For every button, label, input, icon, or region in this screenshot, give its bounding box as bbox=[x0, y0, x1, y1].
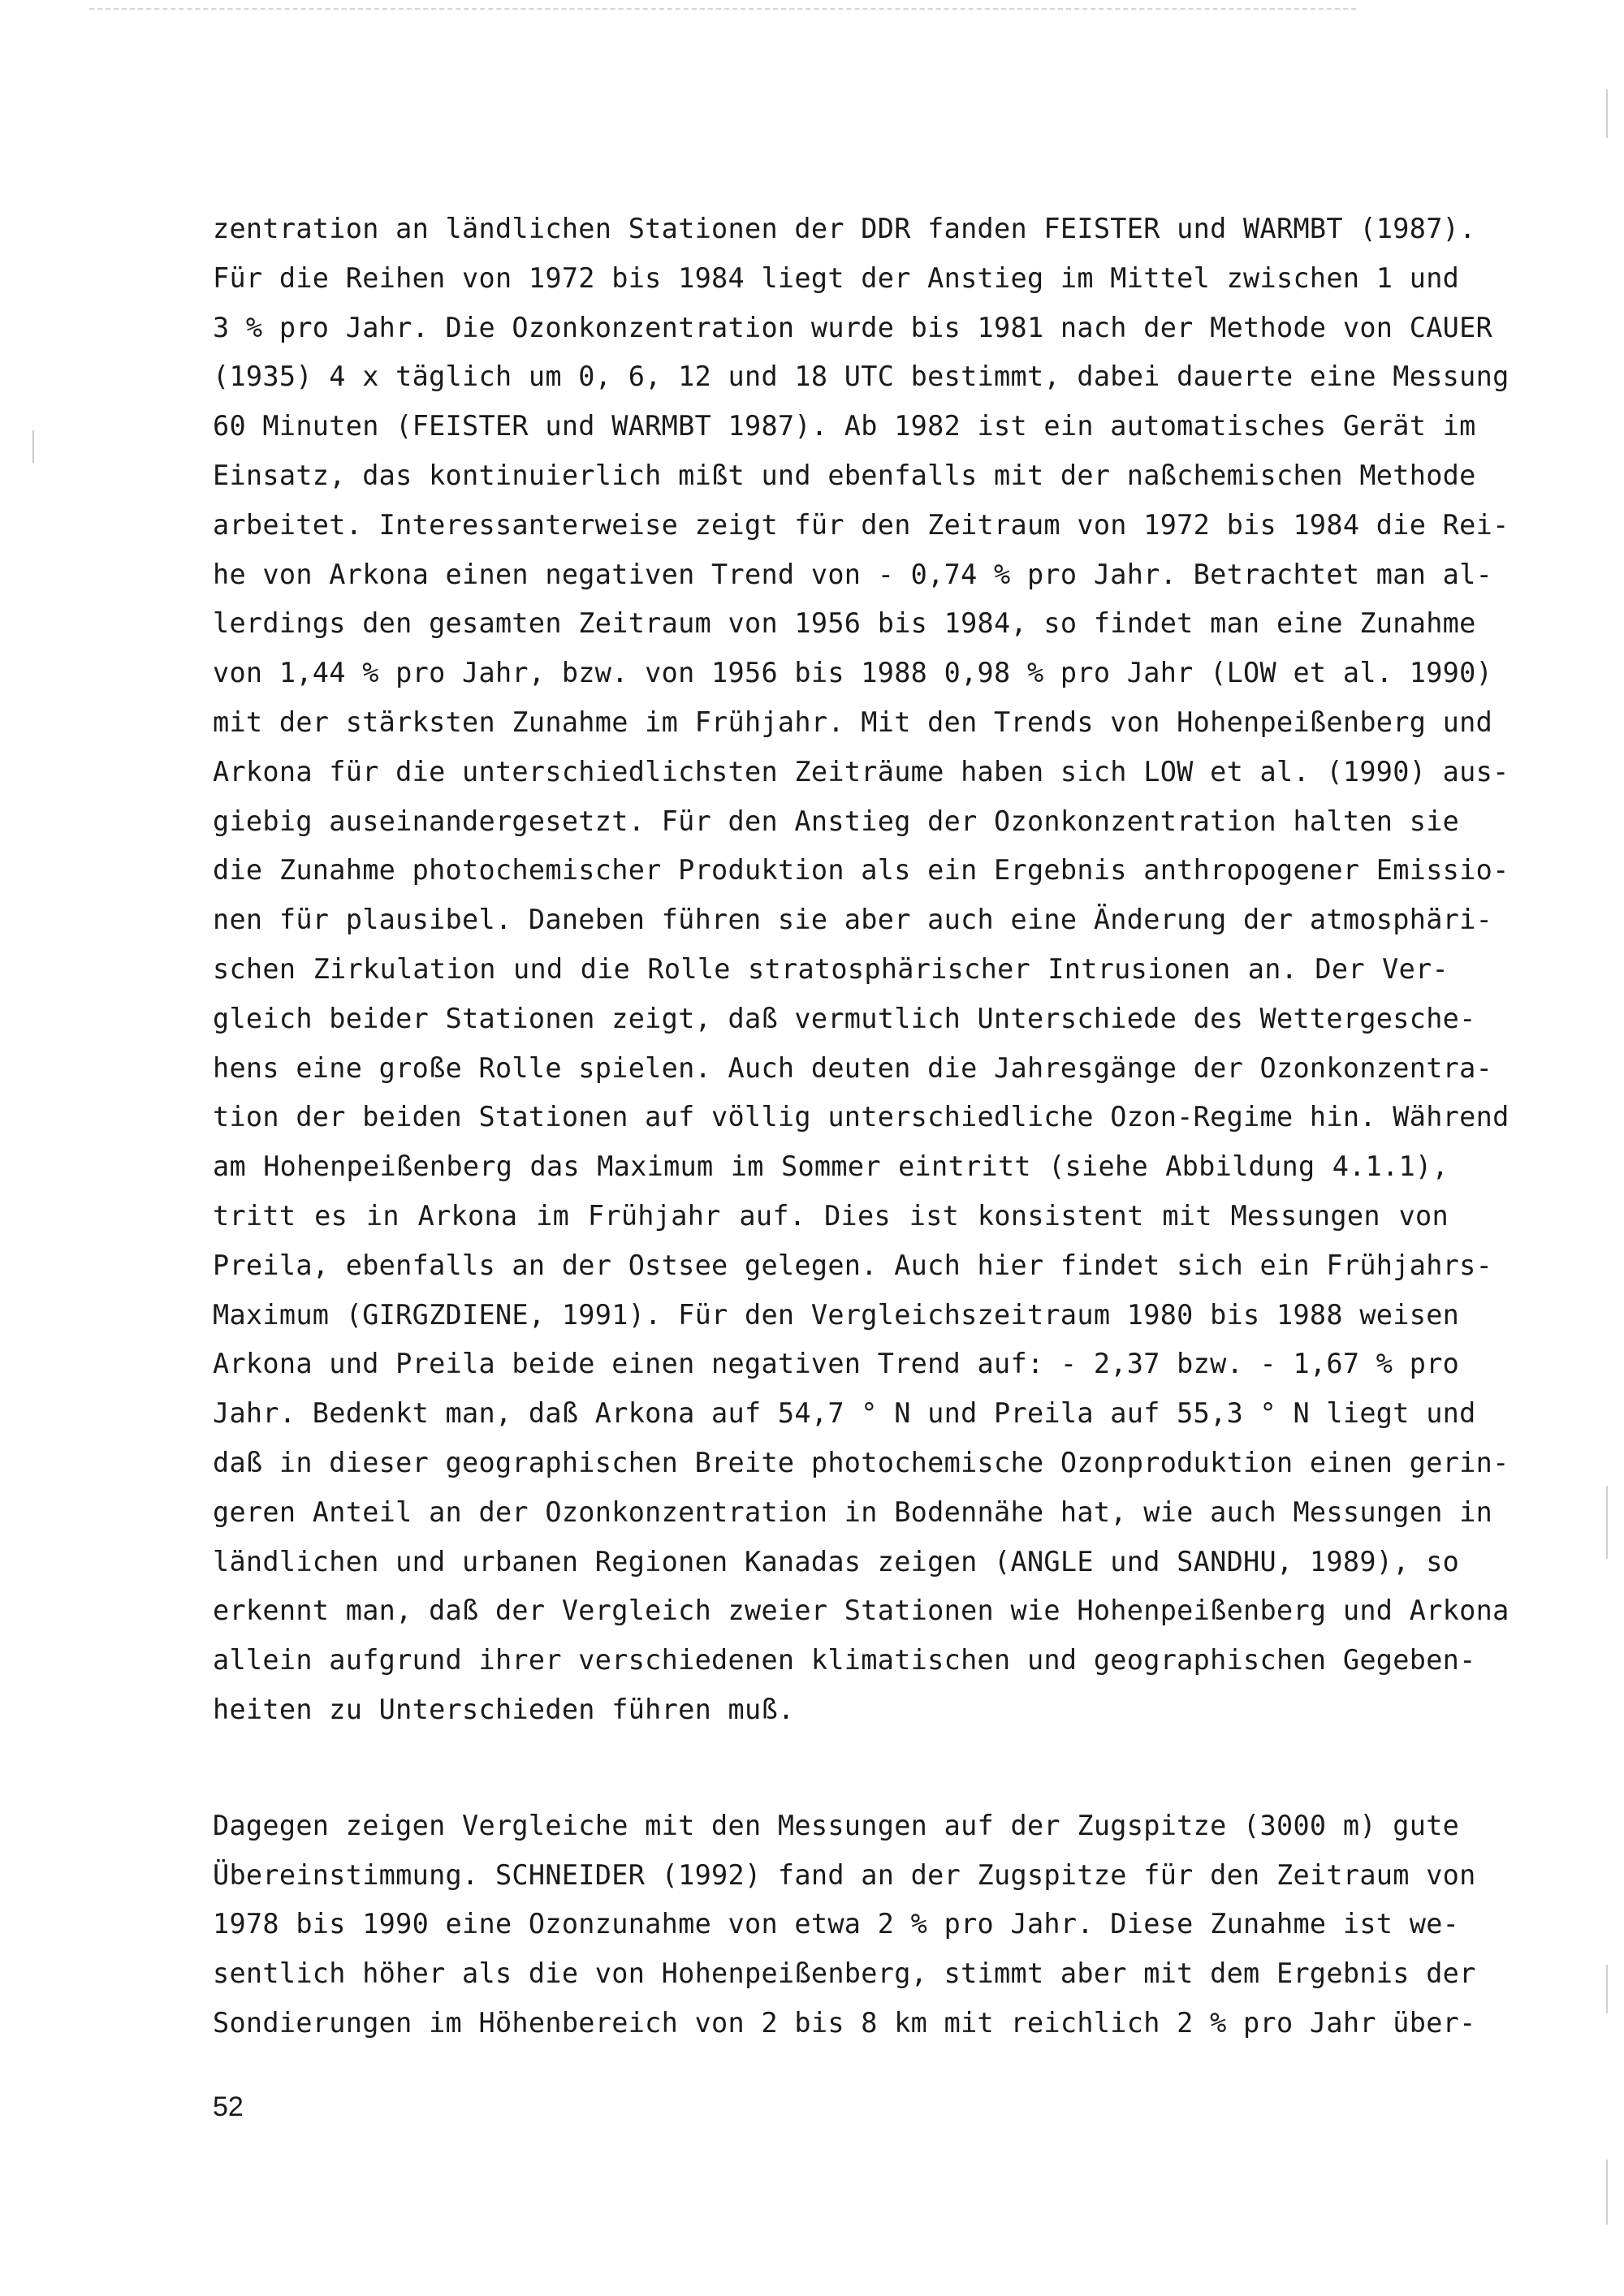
text-line: arbeitet. Interessanterweise zeigt für den Zeitraum von 1972 bis 1984 die Rei- bbox=[213, 508, 1510, 541]
text-line: Einsatz, das kontinuierlich mißt und ebenfalls mit der naßchemischen Methode bbox=[213, 459, 1476, 491]
text-line: Übereinstimmung. SCHNEIDER (1992) fand an der Zugspitze für den Zeitraum von bbox=[213, 1858, 1476, 1891]
text-line: 1978 bis 1990 eine Ozonzunahme von etwa 2 % pro Jahr. Diese Zunahme ist we- bbox=[213, 1908, 1460, 1940]
paragraph-spacer bbox=[213, 1735, 1449, 1802]
text-line: giebig auseinandergesetzt. Für den Anstieg der Ozonkonzentration halten sie bbox=[213, 805, 1460, 837]
text-line: tion der beiden Stationen auf völlig unterschiedliche Ozon-Regime hin. Während bbox=[213, 1101, 1510, 1133]
text-line: heiten zu Unterschieden führen muß. bbox=[213, 1693, 795, 1725]
text-line: erkennt man, daß der Vergleich zweier Stationen wie Hohenpeißenberg und Arkona bbox=[213, 1595, 1510, 1627]
text-line: Arkona und Preila beide einen negativen Trend auf: - 2,37 bzw. - 1,67 % pro bbox=[213, 1348, 1460, 1380]
text-line: hens eine große Rolle spielen. Auch deuten die Jahresgänge der Ozonkonzentra- bbox=[213, 1051, 1493, 1084]
text-line: allein aufgrund ihrer verschiedenen klimatischen und geographischen Gegeben- bbox=[213, 1644, 1476, 1677]
text-line: (1935) 4 x täglich um 0, 6, 12 und 18 UTC bestimmt, dabei dauerte eine Messung bbox=[213, 360, 1510, 393]
scan-margin-mark bbox=[32, 430, 34, 463]
text-line: zentration an ländlichen Stationen der DDR fanden FEISTER und WARMBT (1987). bbox=[213, 213, 1476, 244]
scan-top-edge bbox=[89, 8, 1356, 10]
text-line: nen für plausibel. Daneben führen sie aber auch eine Änderung der atmosphäri- bbox=[213, 904, 1493, 936]
text-line: gleich beider Stationen zeigt, daß vermutlich Unterschiede des Wettergesche- bbox=[213, 1002, 1476, 1034]
page-body bbox=[213, 205, 1510, 2048]
text-line: 60 Minuten (FEISTER und WARMBT 1987). Ab 1982 ist ein automatisches Gerät im bbox=[213, 410, 1476, 442]
scan-edge-mark bbox=[1606, 1965, 1608, 2013]
text-line: Preila, ebenfalls an der Ostsee gelegen. Auch hier findet sich ein Frühjahrs- bbox=[213, 1249, 1493, 1281]
text-line: 3 % pro Jahr. Die Ozonkonzentration wurde bis 1981 nach der Methode von CAUER bbox=[213, 311, 1493, 343]
text-line: Dagegen zeigen Vergleiche mit den Messungen auf der Zugspitze (3000 m) gute bbox=[213, 1809, 1460, 1841]
page-number: 52 bbox=[213, 2091, 244, 2122]
text-line: Sondierungen im Höhenbereich von 2 bis 8 km mit reichlich 2 % pro Jahr über- bbox=[213, 2006, 1476, 2039]
text-line: mit der stärksten Zunahme im Frühjahr. Mit den Trends von Hohenpeißenberg und bbox=[213, 706, 1493, 738]
text-line: geren Anteil an der Ozonkonzentration in Bodennähe hat, wie auch Messungen in bbox=[213, 1495, 1493, 1528]
text-line: he von Arkona einen negativen Trend von - 0,74 % pro Jahr. Betrachtet man al- bbox=[213, 558, 1493, 590]
text-line: die Zunahme photochemischer Produktion als ein Ergebnis anthropogener Emissio- bbox=[213, 854, 1510, 887]
scan-edge-mark bbox=[1606, 89, 1608, 138]
scan-edge-mark bbox=[1606, 2160, 1608, 2225]
text-line: sentlich höher als die von Hohenpeißenberg, stimmt aber mit dem Ergebnis der bbox=[213, 1957, 1476, 1990]
text-line: lerdings den gesamten Zeitraum von 1956 bis 1984, so findet man eine Zunahme bbox=[213, 607, 1476, 640]
paragraph-2 bbox=[213, 1802, 1476, 2048]
text-line: am Hohenpeißenberg das Maximum im Sommer eintritt (siehe Abbildung 4.1.1), bbox=[213, 1150, 1449, 1183]
scan-edge-mark bbox=[1606, 1486, 1608, 1559]
text-line: schen Zirkulation und die Rolle stratosphärischer Intrusionen an. Der Ver- bbox=[213, 952, 1449, 985]
text-line: daß in dieser geographischen Breite photochemische Ozonproduktion einen gerin- bbox=[213, 1446, 1510, 1478]
paragraph-1 bbox=[213, 205, 1510, 1735]
text-line: von 1,44 % pro Jahr, bzw. von 1956 bis 1988 0,98 % pro Jahr (LOW et al. 1990) bbox=[213, 657, 1493, 689]
text-line: ländlichen und urbanen Regionen Kanadas zeigen (ANGLE und SANDHU, 1989), so bbox=[213, 1545, 1460, 1577]
text-line: Arkona für die unterschiedlichsten Zeiträume haben sich LOW et al. (1990) aus- bbox=[213, 755, 1510, 788]
text-line: Für die Reihen von 1972 bis 1984 liegt der Anstieg im Mittel zwischen 1 und bbox=[213, 261, 1460, 294]
text-line: Jahr. Bedenkt man, daß Arkona auf 54,7 ° N und Preila auf 55,3 ° N liegt und bbox=[213, 1397, 1476, 1430]
text-line: Maximum (GIRGZDIENE, 1991). Für den Vergleichszeitraum 1980 bis 1988 weisen bbox=[213, 1298, 1460, 1331]
text-line: tritt es in Arkona im Frühjahr auf. Dies ist konsistent mit Messungen von bbox=[213, 1199, 1449, 1232]
